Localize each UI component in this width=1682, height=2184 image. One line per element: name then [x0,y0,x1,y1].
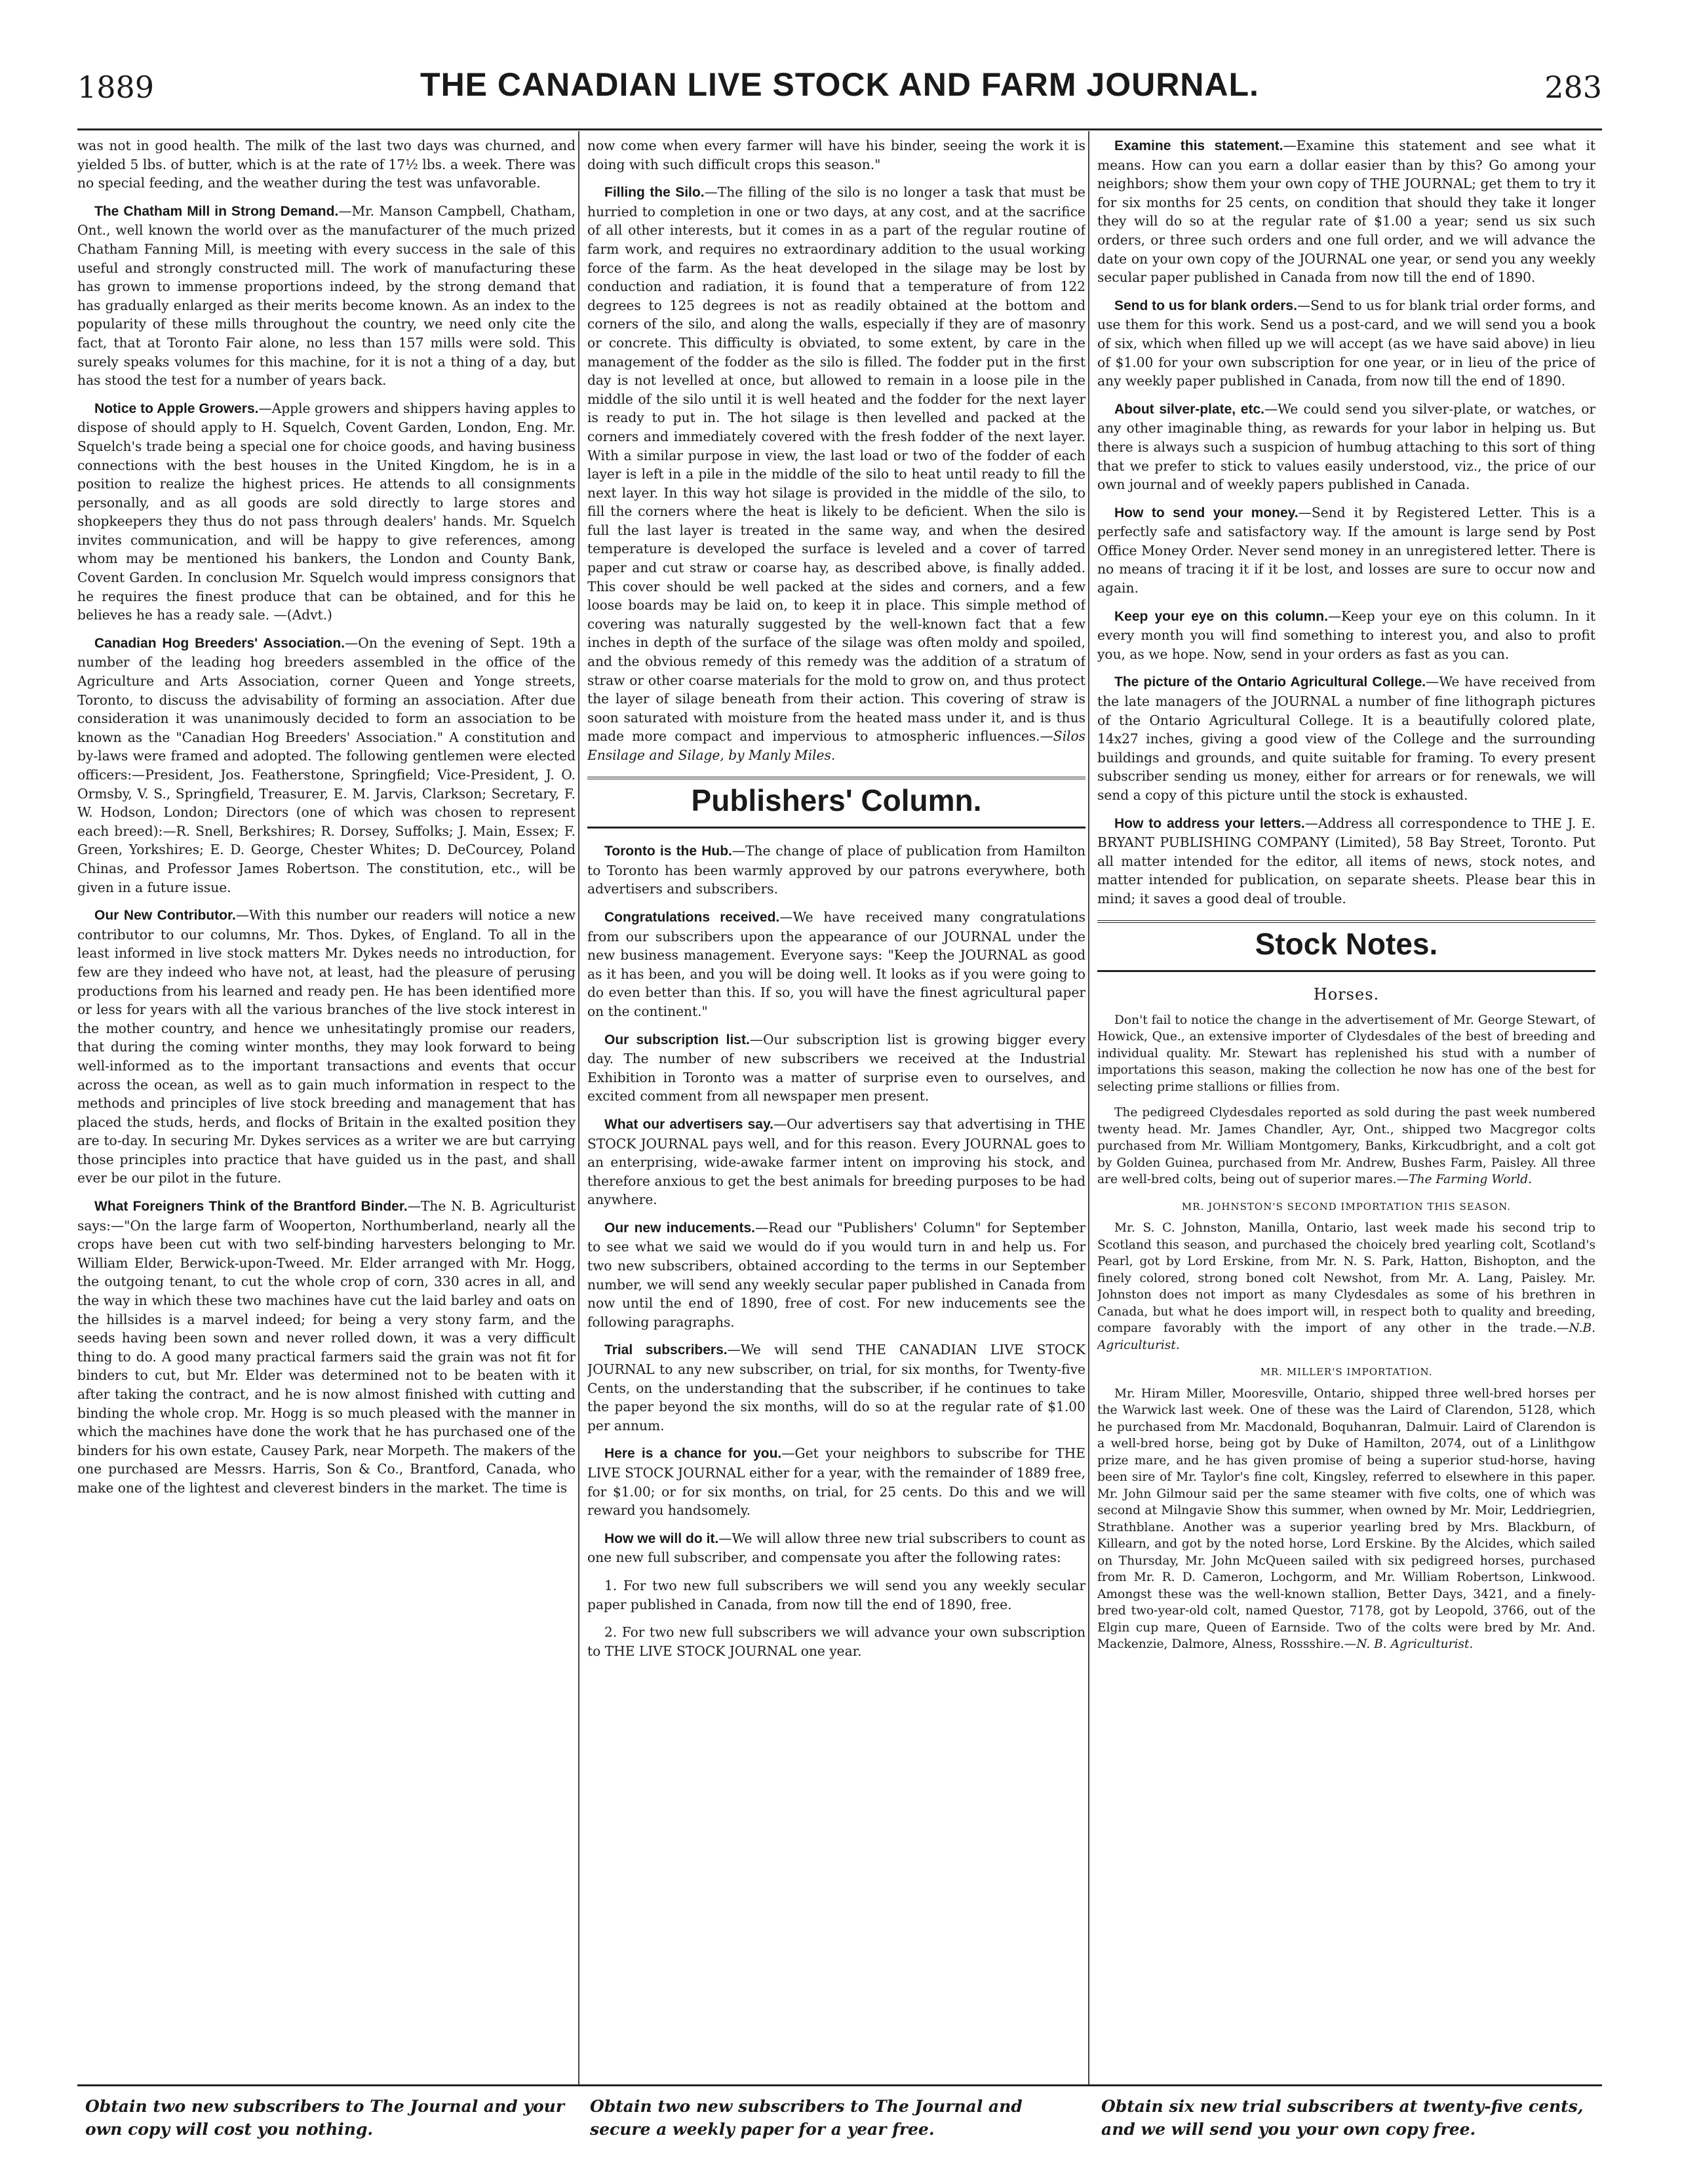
article-apple-growers [77,399,576,625]
article-heading: What Foreigners Think of the Brantford Binder. [94,1199,408,1215]
notice-heading: The picture of the Ontario Agricultural College. [1114,674,1426,690]
notice-send-money [1097,503,1595,598]
notice-toronto-hub [587,842,1085,899]
article-filling-silo [587,183,1085,764]
note-body: The pedigreed Clydesdales reported as sold during the past week numbered twenty head. Mr. James Chandler, Ayr, Ont., shipped two Macgregor colts purchased from Mr. William Montgomery, Banks, Kirkcudbright, and a colt got by Golden Guinea, purchased from Mr. Andrew, Bushes Farm, Paisley. All three are well-bred colts, being out of superior mares. [1097,1106,1595,1187]
note-johnston [1097,1220,1595,1354]
notice-heading: How we will do it. [604,1531,719,1546]
notice-heading: Trial subscribers. [604,1342,728,1358]
notice-new-inducements [587,1219,1085,1332]
notice-heading: Here is a chance for you. [604,1446,782,1462]
notice-heading: Send to us for blank orders. [1114,298,1297,313]
column-3 [1097,136,1595,2075]
subsection-heading: Horses. [1313,985,1380,1004]
article-body: —On the evening of Sept. 19th a number of the leading hog breeders assembled in the office of the Agriculture and Arts Association, corner Queen and Yonge streets, Toronto, to discuss the advisability of forming an association. After due consideration it was unanimously decided to form an association to be known as the "Canadian Hog Breeders' Association." A constitution and by-laws were framed and adopted. The following gentlemen were elected officers:—President, Jos. Featherstone, Springfield; Vice-President, J. O. Ormsby, V. S., Springfield, Treasurer, E. M. Jarvis, Clarkson; Secretary, F. W. Hodson, London; Directors (one of which was chosen to represent each breed):—R. Snell, Berkshires; R. Dorsey, Suffolks; J. Main, Essex; F. Green, Yorkshires; E. D. George, Chester Whites; D. DeCourcey, Poland Chinas, and Professor James Robertson. The constitution, etc., will be given in a future issue. [77,634,576,895]
notice-silver-plate [1097,400,1595,494]
notice-college-picture [1097,673,1595,804]
notice-keep-eye [1097,607,1595,664]
notice-heading: What our advertisers say. [604,1116,773,1132]
notice-trial-subscribers [587,1340,1085,1435]
notice-blank-orders [1097,296,1595,391]
notice-heading: Our subscription list. [604,1032,750,1047]
masthead-year: 1889 [77,69,155,105]
notice-body: —We have received from the late managers of the JOURNAL a number of fine lithograph pictures of the Ontario Agricultural College. It is a beautifully colored plate, 14x27 inches, giving a good view of the College and the surrounding buildings and grounds, and quite suitable for framing. To every present subscriber sending us money, either for arrears or for renewals, we will send a copy of this picture until the stock is exhausted. [1097,674,1595,803]
paragraph-continued: now come when every farmer will have his binder, seeing the work it is doing with such difficult crops this season." [587,138,1085,172]
rate-item-2: 2. For two new full subscribers we will advance your own subscription to THE LIVE STOCK JOURNAL one year. [587,1624,1085,1659]
note-heading: MR. JOHNSTON'S SECOND IMPORTATION THIS SEASON. [1181,1200,1512,1213]
notice-heading: Examine this statement. [1114,138,1283,153]
notice-heading: Our new inducements. [604,1220,756,1236]
column-2 [587,136,1085,2075]
column-divider-1 [578,131,579,2084]
section-title: Stock Notes. [1255,926,1438,961]
notice-body: —Send it by Registered Letter. This is a perfectly safe and satisfactory way. If the amount is large send by Post Office Money Order. Never send money in an unregistered letter. There is no means of tracing it if it be lost, and losses are sure to occur now and again. [1097,504,1595,596]
masthead-title: THE CANADIAN LIVE STOCK AND FARM JOURNAL. [420,66,1259,103]
note-miller [1097,1386,1595,1653]
notice-heading: How to send your money. [1114,505,1299,520]
footer-promo-2: Obtain two new subscribers to The Journal and secure a weekly paper for a year free. [590,2097,1023,2139]
article-hog-breeders [77,634,576,897]
notice-body: —Examine this statement and see what it means. How can you earn a dollar easier than by this? Go among your neighbors; show them your own copy of THE JOURNAL; get them to try it for six months for 25 cents, on condition that should they take it longer they will do so at the regular rate of $1.00 a year; send us six such orders, or three such orders and one full order, and we will advance the date on your own copy of the JOURNAL one year, or send you any weekly secular paper published in Canada from now till the end of 1890. [1097,138,1595,286]
notice-heading: About silver-plate, etc. [1114,401,1264,417]
notice-body: —Address all correspondence to THE J. E. BRYANT PUBLISHING COMPANY (Limited), 58 Bay Street, Toronto. Put all matter intended for the editor, all items of news, stock notes, and matter intended for publication, on separate sheets. Please bear this in mind; it saves a good deal of trouble. [1097,815,1595,907]
note-clydesdales-sold [1097,1104,1595,1188]
stock-notes-header [1097,920,1595,973]
notice-examine-statement [1097,136,1595,287]
article-heading: Filling the Silo. [604,185,705,201]
note-body: Mr. S. C. Johnston, Manilla, Ontario, last week made his second trip to Scotland this season, and purchased the choicely bred yearling colt, Scotland's Pearl, got by Lord Erskine, from Mr. N. S. Park, Hatton, Bishopton, and the finely colored, strong boned colt Newshot, from Mr. A. Lang, Paisley. Mr. Johnston does not import as many Clydesdales as some of his brethren in Canada, but what he does import will, in respect both to quality and breeding, compare favorably with the import of any other in the trade. [1097,1221,1595,1336]
notice-how-we-do-it [587,1529,1085,1567]
notice-body: —The change of place of publication from Hamilton to Toronto has been warmly approved by our patrons everywhere, both advertisers and subscribers. [587,843,1085,897]
note-citation: —The Farming World. [1396,1173,1533,1187]
page-number: 283 [1544,69,1602,105]
note-citation: —N.B. Agriculturist. [1097,1321,1595,1352]
note-heading: MR. MILLER'S IMPORTATION. [1260,1366,1433,1378]
article-new-contributor [77,906,576,1188]
footer-promo-1: Obtain two new subscribers to The Journal and your own copy will cost you nothing. [85,2097,565,2139]
rate-item-1: 1. For two new full subscribers we will send you any weekly secular paper published in Canada, from now till the end of 1890, free. [587,1577,1085,1612]
notice-body: —Read our "Publishers' Column" for September to see what we said we would do if you would turn in and help us. For two new subscribers, obtained according to the terms in our September number, we will send any weekly secular paper published in Canada from now until the end of 1890, free of cost. For new inducements see the following paragraphs. [587,1219,1085,1330]
notice-chance [587,1444,1085,1519]
note-body: Mr. Hiram Miller, Mooresville, Ontario, shipped three well-bred horses per the Warwick last week. One of these was the Laird of Clarendon, 5128, which he purchased from Mr. Macdonald, Boquhanran, Dalmuir. Laird of Clarendon is a well-bred horse, being got by Duke of Hamilton, 2074, out of a Linlithgow prize mare, and he has given promise of being a superior stud-horse, having been sire of Mr. Taylor's fine colt, Kingsley, referred to elsewhere in this paper. Mr. John Gilmour said per the same steamer with five colts, one of which was second at Milngavie Show this summer, when owned by Mr. Moir, Leddriegrien, Strathblane. Another was a superior yearling bred by Mrs. Blackburn, of Killearn, and got by the noted horse, Lord Erskine. By the Alcides, which sailed on Thursday, Mr. John McQueen sailed with six pedigreed horses, purchased from Mr. R. D. Cameron, Lochgorm, and Mr. William Robertson, Linkwood. Amongst these was the well-known stallion, Better Days, 3421, and a finely-bred two-year-old colt, named Questor, 7178, got by Leopold, 3766, out of the Elgin cup mare, Queen of Earnside. Two of the colts were bred by Mr. And. Mackenzie, Dalmore, Alness, Rossshire. [1097,1386,1595,1652]
notice-body: —Our subscription list is growing bigger every day. The number of new subscribers we received at the Industrial Exhibition in Toronto was a matter of surprise even to ourselves, and excited comment from all newspaper men present. [587,1031,1085,1104]
article-body: —Mr. Manson Campbell, Chatham, Ont., well known the world over as the manufacturer of the much prized Chatham Fanning Mill, is meeting with every success in the sale of this useful and strongly constructed mill. The work of manufacturing these has grown to immense proportions indeed, by the strong demand that has gradually enlarged as their merits become known. As an index to the popularity of these mills throughout the country, we need only cite the fact, that at Toronto Fair alone, no less than 157 mills were sold. This surely speaks volumes for this machine, for it is not a thing of a day, but has stood the test for a number of years back. [77,203,576,389]
article-body: —The filling of the silo is no longer a task that must be hurried to completion in one or two days, at any cost, and at the sacrifice of all other interests, but it comes in as a part of the regular routine of farm work, and requires no extraordinary addition to the usual working force of the farm. As the heat developed in the silage may be lost by conduction and radiation, it is found that a temperature of from 122 degrees to 125 degrees is not as readily obtained at the bottom and corners of the silo, and along the walls, especially if they are of masonry or concrete. This difficulty is obviated, to some extent, by care in the management of the fodder as the silo is filled. The fodder put in the first day is not levelled at once, but allowed to remain in a loose pile in the middle of the silo until it is well heated and the fodder for the next layer is ready to put in. The hot silage is then levelled and packed at the corners and immediately covered with the fresh fodder of the next layer. With a similar purpose in view, the last load or two of the fodder of each layer is left in a pile in the middle of the silo to heat until ready to fill the next layer. In this way hot silage is provided in the middle of the silo, to fill the corners where the heat is likely to be deficient. When the silo is full the last layer is treated in the same way, and when the desired temperature is developed the surface is leveled and a cover of tarred paper and cut straw or coarse hay, as described above, is finally added. This cover should be well packed at the sides and corners, and a few loose boards may be laid on, to keep it in place. This simple method of covering was naturally suggested by the well-known fact that a few inches in depth of the surface of the silage was often moldy and spoiled, and the obvious remedy of this remedy was the addition of a stratum of straw or other coarse materials for the mold to grow on, and thus protect the layer of silage beneath from their action. This covering of straw is soon saturated with moisture from the heated mass under it, and is thus made more compact and impervious to atmospheric influences. [587,184,1085,745]
notice-heading: Keep your eye on this column. [1114,608,1328,624]
notice-body: —We will send THE CANADIAN LIVE STOCK JOURNAL to any new subscriber, on trial, for six months, for Twenty-five Cents, on the understanding that the subscriber, if he continues to take the paper beyond the six months, will do so at the regular rate of $1.00 per annum. [587,1342,1085,1433]
note-stewart: Don't fail to notice the change in the advertisement of Mr. George Stewart, of Howick, Que., an extensive importer of Clydesdales of the best of breeding and individual quality. Mr. Stewart has replenished his stud with a number of importations this season, making the collection he now has one of the best for selecting prime stallions or fillies from. [1097,1013,1595,1094]
paragraph-continued: was not in good health. The milk of the last two days was churned, and yielded 5 lbs. of butter, which is at the rate of 17½ lbs. a week. There was no special feeding, and the weather during the test was unfavorable. [77,138,576,191]
section-title: Publishers' Column. [691,783,982,817]
notice-body: —Keep your eye on this column. In it every month you will find something to interest you, and also to profit you, as we hope. Now, send in your orders as fast as you can. [1097,608,1595,662]
article-chatham-mill [77,202,576,390]
footer-promo-3: Obtain six new trial subscribers at twenty-five cents, and we will send you your own copy free. [1101,2097,1584,2139]
article-citation: —Silos Ensilage and Silage, by Manly Miles. [587,728,1085,763]
column-divider-2 [1088,131,1089,2084]
article-heading: Canadian Hog Breeders' Association. [94,635,345,651]
notice-body: —We have received many congratulations from our subscribers upon the appearance of our JOURNAL under the new business management. Everyone says: "Keep the JOURNAL as good as it has been, and you will be doing well. It looks as if you were going to do even better than this. If so, you will have the finest agricultural paper on the continent." [587,908,1085,1019]
notice-body: —Send to us for blank trial order forms, and use them for this work. Send us a post-card, and we will send you a book of six, which when filled up we will accept (as we have said above) in lieu of $1.00 for your own subscription for one year, or in lieu of the price of any weekly paper published in Canada, from now till the end of 1890. [1097,297,1595,389]
notice-advertisers [587,1115,1085,1209]
article-brantford-binder [77,1197,576,1498]
notice-heading: Congratulations received. [604,909,780,925]
article-heading: The Chatham Mill in Strong Demand. [94,203,339,219]
article-body: —Apple growers and shippers having apples to dispose of should apply to H. Squelch, Covent Garden, London, Eng. Mr. Squelch's trade being a special one for choice goods, and having business connections with the best houses in the United Kingdom, he is in a position to realize the highest prices. He attends to all consignments personally, and as all goods are sold directly to large stores and shopkeepers they thus do not pass through dealers' hands. Mr. Squelch invites communication, and will be happy to give references, among whom may be mentioned his bankers, the London and County Bank, Covent Garden. In conclusion Mr. Squelch would impress consignors that he requires the finest produce that can be obtained, and for this he believes he has a ready sale. —(Advt.) [77,400,576,623]
notice-body: —Our advertisers say that advertising in THE STOCK JOURNAL pays well, and for this reason. Every JOURNAL goes to an enterprising, wide-awake farmer intent on improving his stock, and therefore anxious to get the best animals for breeding purposes to be had anywhere. [587,1116,1085,1208]
notice-heading: Toronto is the Hub. [604,844,732,859]
footer-rule [77,2084,1602,2086]
note-citation: —N. B. Agriculturist. [1344,1637,1474,1652]
masthead [77,66,1602,125]
notice-body: —Get your neighbors to subscribe for THE LIVE STOCK JOURNAL either for a year, with the remainder of 1889 free, for $1.00; or for six months, on trial, for 25 cents. Do this and we will reward you handsomely. [587,1445,1085,1519]
notice-body: —We could send you silver-plate, or watches, or any other imaginable thing, as rewards for your labor in helping us. But there is always such a suspicion of humbug attaching to this sort of thing that we prefer to stick to values easily understood, viz., the price of our own journal and of weekly papers published in Canada. [1097,400,1595,493]
notice-address-letters [1097,814,1595,908]
notice-subscription-list [587,1030,1085,1106]
article-heading: Our New Contributor. [94,908,236,924]
publishers-column-header [587,777,1085,829]
notice-congratulations [587,908,1085,1021]
notice-body: —We will allow three new trial subscribers to count as one new full subscriber, and compensate you after the following rates: [587,1530,1085,1566]
column-1 [77,136,576,2075]
article-heading: Notice to Apple Growers. [94,400,259,416]
article-body: —The N. B. Agriculturist says:—"On the large farm of Wooperton, Northumberland, nearly all the crops have been cut with two self-binding harvesters belonging to Mr. William Elder, Berwick-upon-Tweed. Mr. Elder arranged with Mr. Hogg, the outgoing tenant, to cut the whole crop of corn, 330 acres in all, and the way in which these two machines have cut the laid barley and oats on the hillsides is a marvel indeed; for being a very stony farm, and the seeds having been sown and never rolled down, it was a very difficult thing to do. A good many practical farmers said the grain was not fit for binders to cut, but Mr. Elder was determined not to be beaten with it after taking the contract, and he is now almost finished with cutting and binding the whole crop. Mr. Hogg is so much pleased with the manner in which the machines have done the work that he has purchased one of the binders for his own estate, Causey Park, near Morpeth. The makers of the one purchased are Messrs. Harris, Son & Co., Brantford, Canada, who make one of the lightest and cleverest binders in the market. The time is [77,1198,576,1496]
stock-notes [1097,985,1595,1653]
header-rule [77,128,1602,130]
notice-heading: How to address your letters. [1114,815,1305,831]
article-body: —With this number our readers will notice a new contributor to our columns, Mr. Thos. Dykes, of England. To all in the least informed in live stock matters Mr. Dykes needs no introduction, for few are they indeed who have not, at least, had the pleasure of perusing productions from his learned and ready pen. He has been identified more or less for years with all the various branches of the live stock interest in the mother country, and hence we unhesitatingly promise our readers, that during the coming winter months, they may look forward to being well-informed as to the important transactions and events that occur across the ocean, as well as to gain much information in respect to the methods and principles of live stock breeding and management that has placed the studs, herds, and flocks of Britain in the exalted position they are to-day. In securing Mr. Dykes services as a writer we are but carrying those principles into practice that have guided us in the past, and shall ever be our pilot in the future. [77,907,576,1186]
